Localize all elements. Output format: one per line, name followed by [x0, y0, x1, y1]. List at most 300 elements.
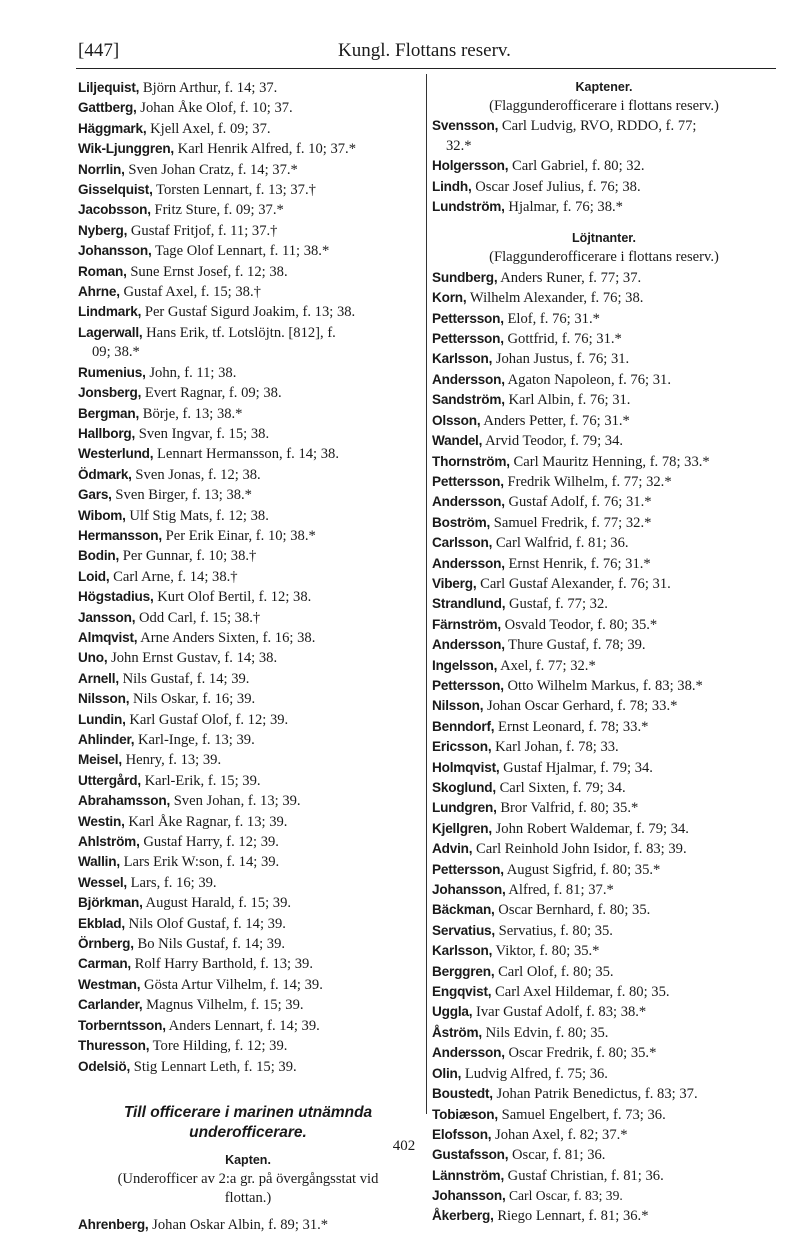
entry-details: Samuel Fredrik, f. 77; 32.* [493, 514, 652, 531]
entry-details: Gustaf Axel, f. 15; 38.† [123, 284, 261, 301]
list-item [78, 893, 418, 913]
list-item [432, 1043, 776, 1063]
entry-surname: Pettersson, [432, 677, 504, 693]
entry-surname: Ekblad, [78, 915, 125, 931]
entry-details: Ernst Henrik, f. 76; 31.* [508, 555, 651, 572]
entry-details: Elof, f. 76; 31.* [507, 310, 600, 327]
entry-details: Carl Axel Hildemar, f. 80; 35. [495, 984, 670, 1001]
list-item [432, 472, 776, 492]
entry-surname: Häggmark, [78, 120, 147, 136]
list-item [432, 717, 776, 737]
entry-surname: Ahlinder, [78, 732, 135, 747]
entry-surname: Pettersson, [432, 473, 504, 489]
section-heading-line1: Till officerare i marinen utnämnda [123, 1103, 373, 1121]
kaptener-title: Kaptener. [575, 80, 633, 94]
entry-surname: Westman, [78, 976, 141, 992]
list-item [78, 160, 418, 180]
entry-details: Osvald Teodor, f. 80; 35.* [504, 616, 658, 633]
entry-details: Samuel Engelbert, f. 73; 36. [501, 1106, 666, 1123]
entry-surname: Högstadius, [78, 589, 154, 605]
entry-surname: Lännström, [432, 1167, 505, 1183]
entry-details: Per Erik Einar, f. 10; 38.* [165, 527, 316, 544]
entry-details: Wilhelm Alexander, f. 76; 38. [469, 290, 644, 307]
list-item [78, 1057, 418, 1077]
entry-details: John, f. 11; 38. [149, 364, 237, 381]
list-item [78, 404, 418, 424]
list-item [78, 241, 418, 261]
entry-details: Oscar, f. 81; 36. [512, 1147, 606, 1164]
list-item [78, 914, 418, 934]
entry-surname: Sundberg, [432, 269, 498, 285]
list-item [432, 574, 776, 594]
list-item [432, 554, 776, 574]
entry-surname: Wibom, [78, 507, 126, 523]
entry-surname: Olsson, [432, 412, 481, 428]
entry-surname: Holmqvist, [432, 759, 500, 775]
list-item [432, 1166, 776, 1186]
entry-surname: Färnström, [432, 616, 502, 632]
list-item [432, 116, 776, 136]
list-item [78, 730, 418, 750]
entry-details: Oscar Bernhard, f. 80; 35. [498, 902, 651, 919]
entry-surname: Arnell, [78, 670, 119, 686]
list-item [78, 608, 418, 628]
entry-details: Servatius, f. 80; 35. [498, 922, 613, 939]
entry-surname: Björkman, [78, 895, 143, 911]
entry-surname: Andersson, [432, 371, 505, 387]
entry-details: Johan Oskar Albin, f. 89; 31.* [152, 1216, 329, 1233]
entry-surname: Skoglund, [432, 780, 496, 795]
entry-details: Carl Mauritz Henning, f. 78; 33.* [513, 453, 710, 470]
entry-continuation: 32.* [446, 137, 472, 154]
list-item [432, 778, 776, 798]
entry-surname: Carman, [78, 956, 131, 972]
entry-details: Kjell Axel, f. 09; 37. [150, 120, 271, 137]
section-heading [78, 1103, 418, 1143]
entry-surname: Johansson, [432, 882, 506, 898]
entry-details: Per Gunnar, f. 10; 38.† [122, 548, 257, 565]
entry-details: Karl-Inge, f. 13; 39. [138, 732, 255, 748]
left-column [78, 78, 418, 1235]
entry-surname: Norrlin, [78, 161, 125, 177]
entry-surname: Örnberg, [78, 936, 134, 952]
entry-details: Carl Oscar, f. 83; 39. [508, 1188, 623, 1204]
entry-details: Nils Gustaf, f. 14; 39. [122, 670, 250, 687]
list-item [78, 954, 418, 974]
entry-details: Carl Sixten, f. 79; 34. [499, 780, 626, 796]
list-item [78, 98, 418, 118]
list-item [432, 197, 776, 217]
entry-surname: Hallborg, [78, 425, 136, 441]
list-item [78, 526, 418, 546]
list-item [432, 1206, 776, 1226]
list-item [432, 268, 776, 288]
entry-details: Björn Arthur, f. 14; 37. [142, 80, 278, 96]
entry-details: Fredrik Wilhelm, f. 77; 32.* [507, 473, 672, 490]
list-item-continuation [432, 137, 776, 156]
list-item [432, 880, 776, 900]
entry-details: Alfred, f. 81; 37.* [508, 882, 614, 899]
entry-surname: Åkerberg, [432, 1207, 494, 1223]
entry-details: Nils Olof Gustaf, f. 14; 39. [128, 915, 286, 932]
list-item [78, 710, 418, 730]
entry-surname: Wik-Ljunggren, [78, 141, 175, 157]
entry-surname: Nilsson, [78, 691, 130, 707]
entry-details: Karl Henrik Alfred, f. 10; 37.* [177, 141, 356, 158]
entry-details: Sven Johan Cratz, f. 14; 37.* [128, 161, 298, 178]
entry-details: Arvid Teodor, f. 79; 34. [485, 433, 624, 450]
list-item [432, 696, 776, 716]
list-item [78, 587, 418, 607]
entry-details: John Robert Waldemar, f. 79; 34. [495, 820, 689, 837]
entry-surname: Jonsberg, [78, 385, 142, 401]
entry-surname: Liljequist, [78, 80, 140, 95]
entry-details: Bo Nils Gustaf, f. 14; 39. [137, 936, 286, 953]
list-item [432, 615, 776, 635]
entry-surname: Almqvist, [78, 629, 138, 645]
list-item [78, 506, 418, 526]
entry-details: Karl Johan, f. 78; 33. [495, 739, 619, 756]
list-item [78, 302, 418, 322]
entry-details: Johan Åke Olof, f. 10; 37. [140, 100, 293, 117]
entry-surname: Andersson, [432, 555, 505, 571]
entry-surname: Bäckman, [432, 902, 495, 918]
entry-surname: Loid, [78, 568, 110, 584]
list-item [78, 465, 418, 485]
entry-details: Karl Åke Ragnar, f. 13; 39. [128, 813, 288, 830]
entry-details: Anders Petter, f. 76; 31.* [483, 412, 630, 429]
entry-details: Gottfrid, f. 76; 31.* [507, 331, 622, 348]
entry-details: Otto Wilhelm Markus, f. 83; 38.* [507, 677, 703, 694]
list-item [432, 737, 776, 757]
list-item [78, 1215, 418, 1235]
entry-details: Anders Lennart, f. 14; 39. [168, 1017, 320, 1034]
entry-details: Karl-Erik, f. 15; 39. [144, 772, 261, 789]
entry-surname: Ahlström, [78, 834, 140, 850]
entry-details: Fritz Sture, f. 09; 37.* [154, 202, 284, 219]
list-item [78, 363, 418, 383]
entry-surname: Berggren, [432, 963, 495, 979]
list-item [432, 513, 776, 533]
list-item [432, 982, 776, 1002]
entry-details: Rolf Harry Barthold, f. 13; 39. [134, 956, 313, 973]
entry-details: Börje, f. 13; 38.* [142, 405, 243, 422]
entry-details: Odd Carl, f. 15; 38.† [139, 609, 261, 626]
entry-details: John Ernst Gustav, f. 14; 38. [111, 650, 278, 667]
entry-surname: Karlsson, [432, 943, 493, 959]
list-item [432, 941, 776, 961]
entry-surname: Hermansson, [78, 527, 162, 543]
entry-surname: Odelsiö, [78, 1058, 131, 1074]
entry-details: Anders Runer, f. 77; 37. [500, 269, 642, 286]
entry-details: Stig Lennart Leth, f. 15; 39. [133, 1058, 297, 1075]
page-number: 402 [392, 1138, 416, 1154]
list-item [432, 288, 776, 308]
entry-details: Kurt Olof Bertil, f. 12; 38. [157, 589, 312, 606]
list-item [78, 975, 418, 995]
kapten-title: Kapten. [225, 1152, 271, 1167]
entry-details: Lars Erik W:son, f. 14; 39. [123, 854, 280, 871]
entry-details: Henry, f. 13; 39. [125, 752, 222, 769]
entry-surname: Ingelsson, [432, 657, 498, 673]
entry-surname: Roman, [78, 263, 127, 279]
list-item [78, 78, 418, 98]
entry-details: Carl Gabriel, f. 80; 32. [512, 158, 645, 175]
entry-details: Ludvig Alfred, f. 75; 36. [464, 1065, 608, 1082]
list-item [432, 839, 776, 859]
entry-surname: Gisselquist, [78, 182, 153, 198]
list-item [78, 221, 418, 241]
entry-surname: Advin, [432, 841, 473, 857]
entry-surname: Ahrenberg, [78, 1216, 149, 1232]
entry-surname: Lundgren, [432, 800, 497, 816]
list-item [432, 370, 776, 390]
entry-details: Carl Gustaf Alexander, f. 76; 31. [480, 575, 671, 592]
entry-surname: Jansson, [78, 609, 136, 625]
entry-details: Evert Ragnar, f. 09; 38. [144, 385, 282, 402]
entry-surname: Johansson, [432, 1188, 506, 1204]
entry-details: Sven Jonas, f. 12; 38. [135, 466, 261, 483]
entry-details: Riego Lennart, f. 81; 36.* [497, 1207, 649, 1224]
kaptener-entry-list [432, 116, 776, 217]
list-item [432, 492, 776, 512]
entry-details: Carl Ludvig, RVO, RDDO, f. 77; [501, 118, 697, 135]
entry-surname: Nilsson, [432, 698, 484, 714]
list-item [78, 323, 418, 343]
entry-surname: Svensson, [432, 118, 499, 134]
lojtnanter-note: (Flaggunderofficerare i flottans reserv.) [489, 249, 719, 266]
entry-details: Johan Patrik Benedictus, f. 83; 37. [496, 1086, 698, 1103]
section-heading-line2: underofficerare. [189, 1123, 307, 1141]
list-item [432, 921, 776, 941]
entry-surname: Elofsson, [432, 1126, 492, 1142]
entry-surname: Lindh, [432, 178, 472, 194]
entry-surname: Abrahamsson, [78, 793, 171, 809]
list-item [78, 119, 418, 139]
list-item [78, 628, 418, 648]
entry-details: Tage Olof Lennart, f. 11; 38.* [154, 243, 330, 260]
list-item [432, 900, 776, 920]
entry-surname: Boström, [432, 514, 491, 530]
entry-details: Gustaf Christian, f. 81; 36. [507, 1167, 664, 1184]
entry-details: Sune Ernst Josef, f. 12; 38. [130, 263, 288, 280]
list-item [78, 180, 418, 200]
list-item [78, 546, 418, 566]
entry-details: Johan Justus, f. 76; 31. [495, 351, 630, 368]
page-header [78, 36, 768, 66]
list-item [432, 656, 776, 676]
entry-surname: Viberg, [432, 575, 477, 591]
list-item [432, 431, 776, 451]
list-item [432, 329, 776, 349]
entry-details: Gustaf Fritjof, f. 11; 37.† [130, 222, 278, 239]
entry-details: Sven Birger, f. 13; 38.* [115, 487, 252, 504]
entry-surname: Uno, [78, 650, 108, 666]
list-item [432, 1186, 776, 1205]
entry-surname: Lundin, [78, 711, 126, 727]
list-item [432, 309, 776, 329]
list-item [78, 383, 418, 403]
page-reference: [447] [78, 40, 120, 61]
kapten-note-line1: (Underofficer av 2:a gr. på övergångsstat vid [117, 1170, 379, 1187]
list-item [78, 139, 418, 159]
entry-surname: Lindmark, [78, 304, 142, 320]
list-item [78, 485, 418, 505]
list-item [78, 771, 418, 791]
list-item [432, 962, 776, 982]
entry-details: Arne Anders Sixten, f. 16; 38. [140, 629, 316, 646]
entry-surname: Carlander, [78, 997, 143, 1013]
entry-surname: Holgersson, [432, 158, 509, 174]
list-item [432, 635, 776, 655]
entry-surname: Thornström, [432, 453, 510, 469]
list-item [78, 1016, 418, 1036]
list-item [432, 452, 776, 472]
entry-details: Karl Albin, f. 76; 31. [508, 392, 631, 409]
entry-surname: Pettersson, [432, 861, 504, 877]
entry-surname: Boustedt, [432, 1086, 493, 1102]
entry-continuation: 09; 38.* [92, 344, 140, 361]
entry-surname: Kjellgren, [432, 820, 492, 836]
entry-surname: Strandlund, [432, 596, 506, 612]
kapten-note-line2: flottan.) [224, 1190, 272, 1207]
entry-details: Agaton Napoleon, f. 76; 31. [507, 371, 671, 388]
entry-surname: Benndorf, [432, 718, 495, 734]
entry-surname: Uttergård, [78, 772, 141, 788]
entry-details: Gustaf Adolf, f. 76; 31.* [508, 494, 652, 511]
list-item [78, 669, 418, 689]
list-item [78, 812, 418, 832]
entry-details: Carl Olof, f. 80; 35. [498, 963, 614, 980]
entry-details: Karl Gustaf Olof, f. 12; 39. [129, 711, 289, 728]
entry-details: Ernst Leonard, f. 78; 33.* [498, 718, 649, 735]
list-item [78, 791, 418, 811]
entry-surname: Ahrne, [78, 284, 120, 300]
entry-details: Gustaf Harry, f. 12; 39. [143, 834, 279, 851]
list-item [78, 282, 418, 302]
entry-details: Viktor, f. 80; 35.* [495, 943, 600, 960]
lojtnanter-entry-list [432, 268, 776, 1226]
list-item [432, 1002, 776, 1022]
list-item [78, 648, 418, 668]
list-item [432, 594, 776, 614]
list-item [432, 1023, 776, 1043]
entry-details: Sven Ingvar, f. 15; 38. [138, 425, 270, 442]
entry-details: Nils Edvin, f. 80; 35. [485, 1024, 609, 1041]
list-item [432, 1084, 776, 1104]
entry-surname: Thuresson, [78, 1038, 150, 1054]
left-entry-list [78, 78, 418, 1077]
entry-details: Hans Erik, tf. Lotslöjtn. [812], f. [146, 324, 336, 341]
list-item [78, 852, 418, 872]
entry-details: Nils Oskar, f. 16; 39. [132, 691, 256, 708]
entry-surname: Nyberg, [78, 222, 128, 238]
entry-surname: Olin, [432, 1065, 462, 1081]
entry-details: Carl Walfrid, f. 81; 36. [495, 535, 629, 552]
entry-details: Tore Hilding, f. 12; 39. [152, 1038, 288, 1055]
list-item [78, 995, 418, 1015]
list-item [78, 832, 418, 852]
entry-surname: Jacobsson, [78, 202, 151, 218]
entry-details: Gösta Artur Vilhelm, f. 14; 39. [144, 976, 323, 993]
list-item [432, 1064, 776, 1084]
entry-details: Per Gustaf Sigurd Joakim, f. 13; 38. [144, 304, 356, 321]
list-item [78, 200, 418, 220]
list-item [78, 689, 418, 709]
entry-details: Johan Oscar Gerhard, f. 78; 33.* [486, 698, 678, 715]
list-item [432, 411, 776, 431]
entry-surname: Carlsson, [432, 535, 493, 551]
entry-details: Oscar Fredrik, f. 80; 35.* [508, 1045, 657, 1062]
entry-details: August Sigfrid, f. 80; 35.* [506, 861, 661, 878]
entry-details: Thure Gustaf, f. 78; 39. [508, 637, 646, 654]
entry-surname: Andersson, [432, 1045, 505, 1061]
entry-details: Lennart Hermansson, f. 14; 38. [157, 446, 339, 463]
list-item [78, 750, 418, 770]
entry-surname: Johansson, [78, 243, 152, 259]
right-column [432, 78, 776, 1226]
column-divider [426, 74, 427, 1114]
entry-surname: Wallin, [78, 854, 120, 870]
list-item [78, 567, 418, 587]
entry-surname: Tobiæson, [432, 1106, 498, 1122]
entry-details: Oscar Josef Julius, f. 76; 38. [475, 178, 641, 195]
list-item [78, 424, 418, 444]
entry-surname: Uggla, [432, 1004, 473, 1020]
list-item [432, 798, 776, 818]
entry-surname: Wandel, [432, 433, 483, 449]
list-item [78, 934, 418, 954]
entry-details: Ivar Gustaf Adolf, f. 83; 38.* [476, 1004, 647, 1021]
entry-surname: Westerlund, [78, 446, 154, 462]
entry-surname: Servatius, [432, 922, 495, 938]
entry-surname: Bodin, [78, 548, 120, 564]
entry-surname: Engqvist, [432, 984, 492, 1000]
entry-details: Axel, f. 77; 32.* [500, 657, 596, 674]
list-item-continuation [78, 343, 418, 362]
entry-details: Lars, f. 16; 39. [130, 874, 217, 891]
entry-surname: Rumenius, [78, 364, 146, 380]
entry-surname: Meisel, [78, 752, 122, 768]
header-rule [76, 68, 776, 69]
entry-surname: Karlsson, [432, 351, 493, 367]
kaptener-note: (Flaggunderofficerare i flottans reserv.) [489, 98, 719, 114]
entry-surname: Korn, [432, 290, 467, 306]
list-item [432, 819, 776, 839]
list-item [432, 156, 776, 176]
list-item [432, 349, 776, 369]
entry-surname: Åström, [432, 1024, 482, 1040]
entry-details: Gustaf, f. 77; 32. [508, 596, 608, 613]
list-item [78, 873, 418, 893]
list-item [432, 177, 776, 197]
list-item [78, 1036, 418, 1056]
list-item [432, 758, 776, 778]
entry-details: Bror Valfrid, f. 80; 35.* [500, 800, 639, 817]
entry-surname: Pettersson, [432, 331, 504, 347]
entry-surname: Bergman, [78, 405, 140, 421]
entry-details: Torsten Lennart, f. 13; 37.† [156, 182, 316, 199]
entry-details: Johan Axel, f. 82; 37.* [495, 1126, 628, 1143]
entry-details: Carl Reinhold John Isidor, f. 83; 39. [476, 841, 687, 858]
list-item [432, 390, 776, 410]
entry-surname: Sandström, [432, 392, 505, 408]
lojtnanter-title: Löjtnanter. [572, 231, 636, 246]
entry-details: Magnus Vilhelm, f. 15; 39. [146, 997, 304, 1014]
list-item [432, 1105, 776, 1125]
entry-details: Hjalmar, f. 76; 38.* [508, 199, 623, 216]
entry-details: Sven Johan, f. 13; 39. [173, 793, 301, 810]
